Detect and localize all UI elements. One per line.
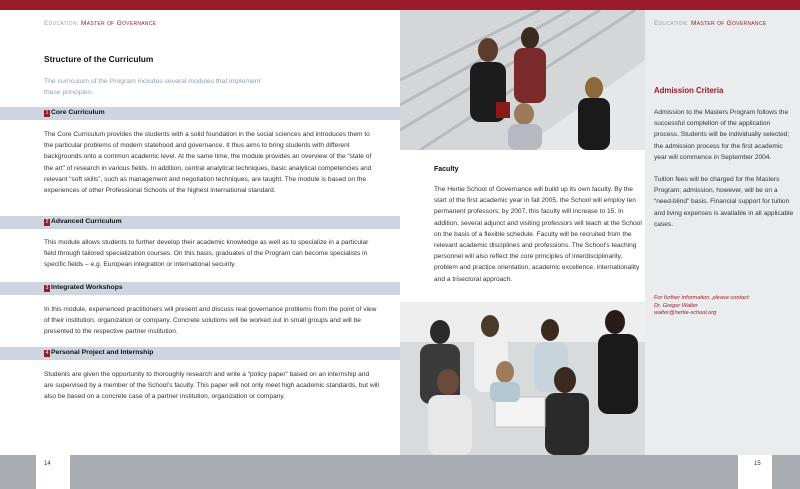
module-text: The Core Curriculum provides the students with a solid foundation in the social sciences and introduces them to the particular problems of modern statehood and governance. It thus aims to bring students with different backgrounds onto a common academic level. At the same time, the module provides an overview of the “state of the art” of research in various fields. In addition, central analytical techniques, basic analytical competencies and relevant “soft skills”, such as management and negotiation techniques, are taught. The module is based on the experiences of other Professional Schools of the highest international standard. xyxy=(44,131,372,195)
page-number-right: 15 xyxy=(754,461,761,467)
tuition-paragraph: Tuition fees will be charged for the Masters Program; admission, however, will be on a “need-blind” basis. Financial support for tuition and living expenses is available in all applicable cases. xyxy=(654,176,794,228)
module-number: 2 xyxy=(45,219,49,225)
module-text: In this module, experienced practitioners will present and discuss real governance problems from the point of view of their institution, organization or company. Concrete solutions will be worked out in small groups and will be presented to the respective partner institution. xyxy=(44,306,377,336)
module-text: This module allows students to further develop their academic knowledge as well as to specialize in a particular field through tailored specialization courses. On this basis, graduates of the Program can become specialists in specific fields – e.g. European integration or international security. xyxy=(44,239,369,269)
top-accent-bar-left xyxy=(0,0,400,10)
page-title: Structure of the Curriculum xyxy=(44,54,154,64)
module-number: 4 xyxy=(45,350,49,356)
admission-paragraph: Admission to the Masters Program follows the successful completion of the application process. Students will be individually selected; the admission process for the first academic year will commence in September 2004. xyxy=(654,109,790,161)
running-head-right xyxy=(654,20,766,27)
module-header xyxy=(0,347,400,360)
module-label: Integrated Workshops xyxy=(51,284,123,291)
contact-block xyxy=(654,295,794,318)
module-header xyxy=(0,216,400,229)
module-header xyxy=(0,282,400,295)
top-accent-bar-right xyxy=(400,0,645,10)
intro-text: The curriculum of the Program includes several modules that implement these principles: xyxy=(44,78,261,96)
page-number-box-left xyxy=(36,455,70,489)
running-head-title: Master of Governance xyxy=(81,20,157,27)
students-on-stairs-photo xyxy=(400,10,645,150)
admission-sidebar xyxy=(645,10,800,455)
running-head-section: Education: xyxy=(654,20,689,27)
module-number: 3 xyxy=(45,285,49,291)
admission-heading: Admission Criteria xyxy=(654,86,724,95)
faculty-heading: Faculty xyxy=(434,166,459,173)
running-head-section: Education: xyxy=(44,20,79,27)
running-head-left xyxy=(44,20,156,27)
students-group-photo xyxy=(400,302,650,455)
contact-email[interactable]: walter@hertie-school.org xyxy=(654,310,717,316)
admission-text xyxy=(654,107,794,230)
contact-name: Dr. Gregor Walter xyxy=(654,302,698,309)
faculty-text: The Hertie School of Governance will build up its own faculty. By the start of the first academic year in fall 2005, the School will employ ten permanent professors; by 2007, this faculty will increase to 15. In addition, several adjunct and visiting professors will teach at the School on the basis of a flexible schedule. Faculty will be recruited from the relevant academic disciplines and professions. The School’s teaching personnel will also reflect the core principles of interdisciplinarity, problem and practice orientation, academic excellence, internationality and a trisectoral approach. xyxy=(434,186,642,283)
contact-lead: For further information, please contact: xyxy=(654,295,751,301)
module-text: Students are given the opportunity to thoroughly research and write a “policy paper” based on an internship and are supervised by a member of the School’s faculty. This paper will not only meet high academic standards, but will also be based on a concrete case of a partner institution, organization or company. xyxy=(44,371,379,401)
module-number: 1 xyxy=(45,110,49,116)
running-head-title: Master of Governance xyxy=(691,20,767,27)
module-label: Advanced Curriculum xyxy=(51,218,122,225)
top-accent-bar-sidebar xyxy=(645,0,800,10)
module-label: Personal Project and Internship xyxy=(51,349,154,356)
module-label: Core Curriculum xyxy=(51,109,105,116)
page-number-left: 14 xyxy=(44,461,51,467)
module-header xyxy=(0,107,400,120)
